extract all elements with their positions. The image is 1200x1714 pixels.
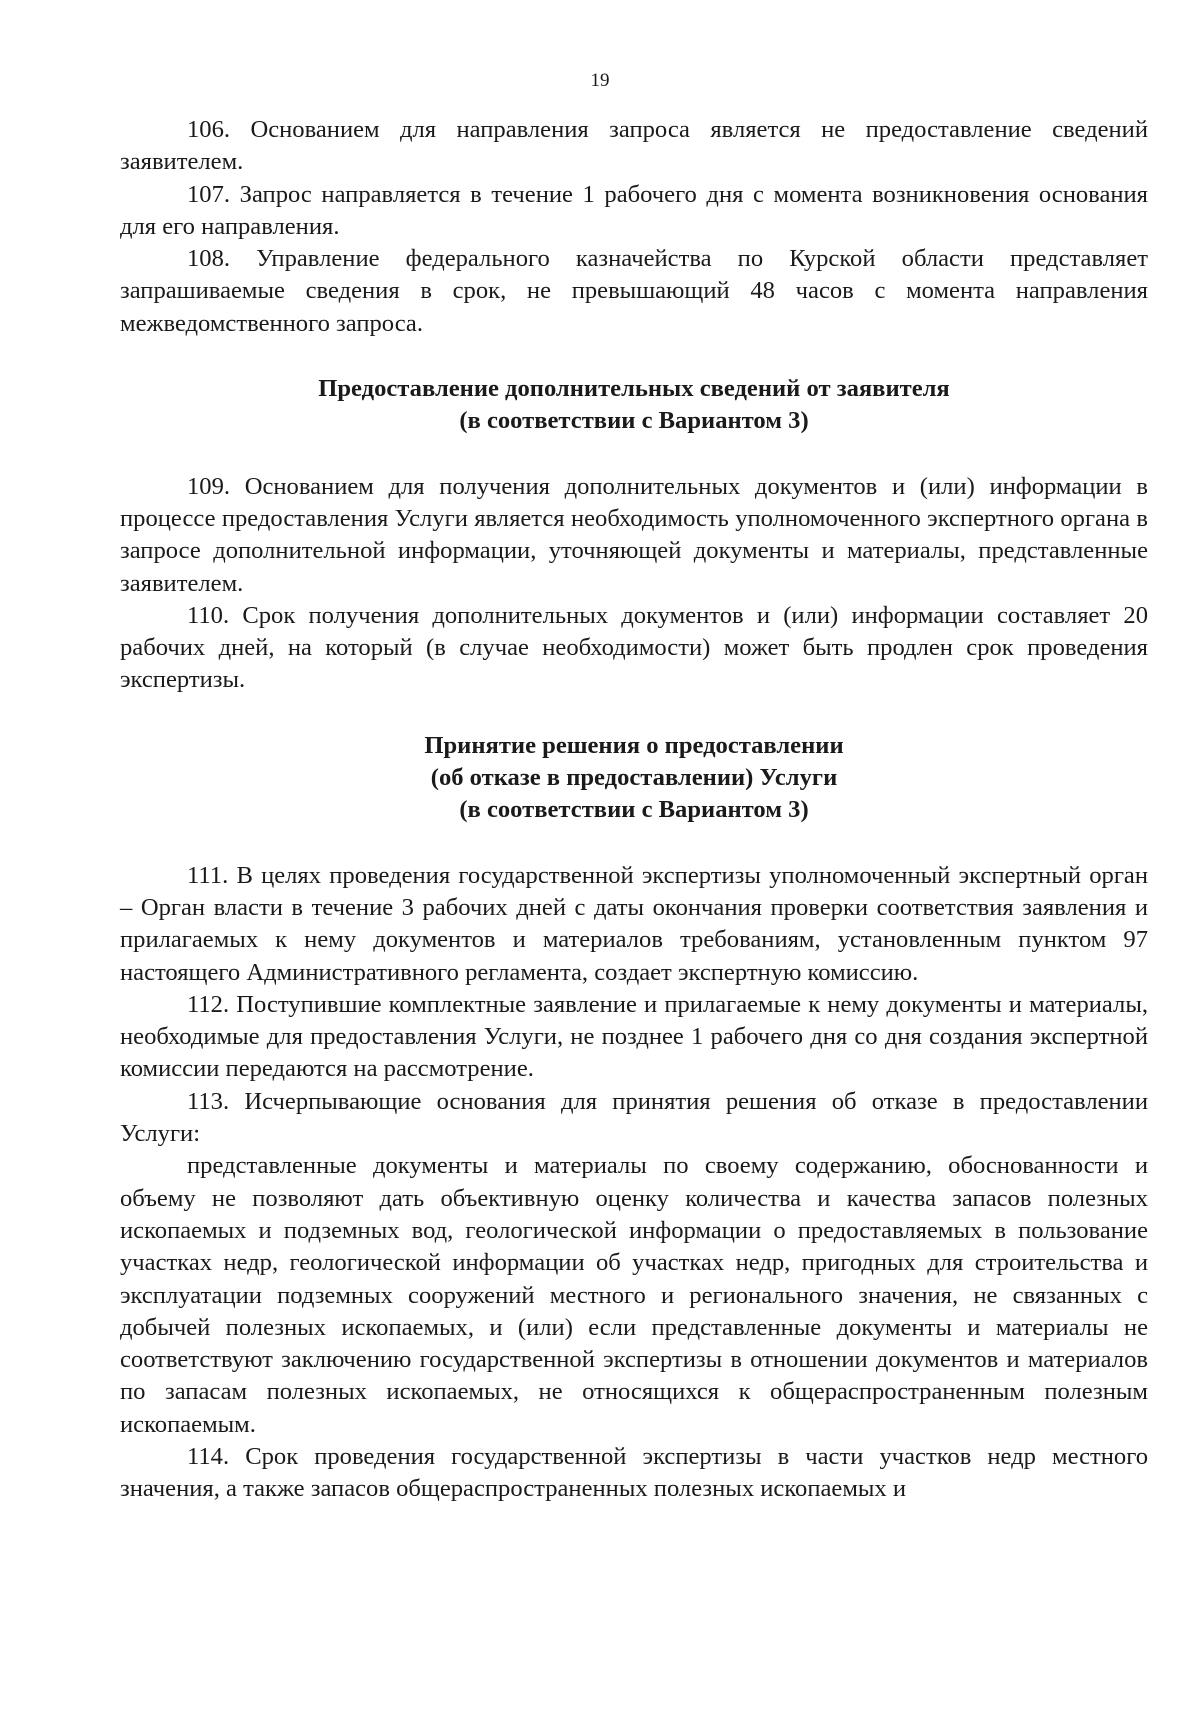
document-body xyxy=(120,114,1148,1506)
section-heading-additional-info xyxy=(120,373,1148,438)
paragraph-107: 107. Запрос направляется в течение 1 рабочего дня с момента возникновения основания для его направления. xyxy=(120,180,1148,240)
heading-line: (об отказе в предоставлении) Услуги xyxy=(430,764,838,792)
paragraph-108: 108. Управление федерального казначейства по Курской области представляет запрашиваемые сведения в срок, не превышающий 48 часов с момента направления межведомственного запроса. xyxy=(120,245,1148,337)
page-number: 19 xyxy=(590,70,610,91)
section-heading-decision xyxy=(120,730,1148,827)
paragraph-111: 111. В целях проведения государственной экспертизы уполномоченный экспертный орган – Орган власти в течение 3 рабочих дней с даты окончания проверки соответствия заявления и прилагаемых к нему документов и материалов требованиям, установленным пунктом 97 настоящего Административного регламента, создает экспертную комиссию. xyxy=(120,861,1148,986)
paragraph-106: 106. Основанием для направления запроса является не предоставление сведений заявителем. xyxy=(120,116,1148,176)
paragraph-112: 112. Поступившие комплектные заявление и прилагаемые к нему документы и материалы, необходимые для предоставления Услуги, не позднее 1 рабочего дня со дня создания экспертной комиссии передаются на рассмотрение. xyxy=(120,990,1148,1083)
heading-line: (в соответствии с Вариантом 3) xyxy=(459,796,809,824)
paragraph-110: 110. Срок получения дополнительных документов и (или) информации составляет 20 рабочих дней, на который (в случае необходимости) может быть продлен срок проведения экспертизы. xyxy=(120,601,1148,694)
heading-line: Предоставление дополнительных сведений от заявителя xyxy=(318,375,950,403)
heading-line: Принятие решения о предоставлении xyxy=(424,731,844,759)
paragraph-113: 113. Исчерпывающие основания для принятия решения об отказе в предоставлении Услуги: xyxy=(120,1087,1148,1148)
paragraph-114: 114. Срок проведения государственной экспертизы в части участков недр местного значения, а также запасов общераспространенных полезных ископаемых и xyxy=(120,1442,1148,1503)
heading-line: (в соответствии с Вариантом 3) xyxy=(459,407,809,435)
paragraph-109: 109. Основанием для получения дополнительных документов и (или) информации в процессе предоставления Услуги является необходимость уполномоченного экспертного органа в запросе дополнительной информации, уточняющей документы и материалы, представленные заявителем. xyxy=(120,472,1148,597)
paragraph-113-detail: представленные документы и материалы по своему содержанию, обоснованности и объему не позволяют дать объективную оценку количества и качества запасов полезных ископаемых и подземных вод, геологической информации о предоставляемых в пользование участках недр, геологической информации об участках недр, пригодных для строительства и эксплуатации подземных сооружений местного и регионального значения, не связанных с добычей полезных ископаемых, и (или) если представленные документы и материалы не соответствуют заключению государственной экспертизы в отношении документов и материалов по запасам полезных ископаемых, не относящихся к общераспространенным полезным ископаемым. xyxy=(120,1152,1148,1438)
